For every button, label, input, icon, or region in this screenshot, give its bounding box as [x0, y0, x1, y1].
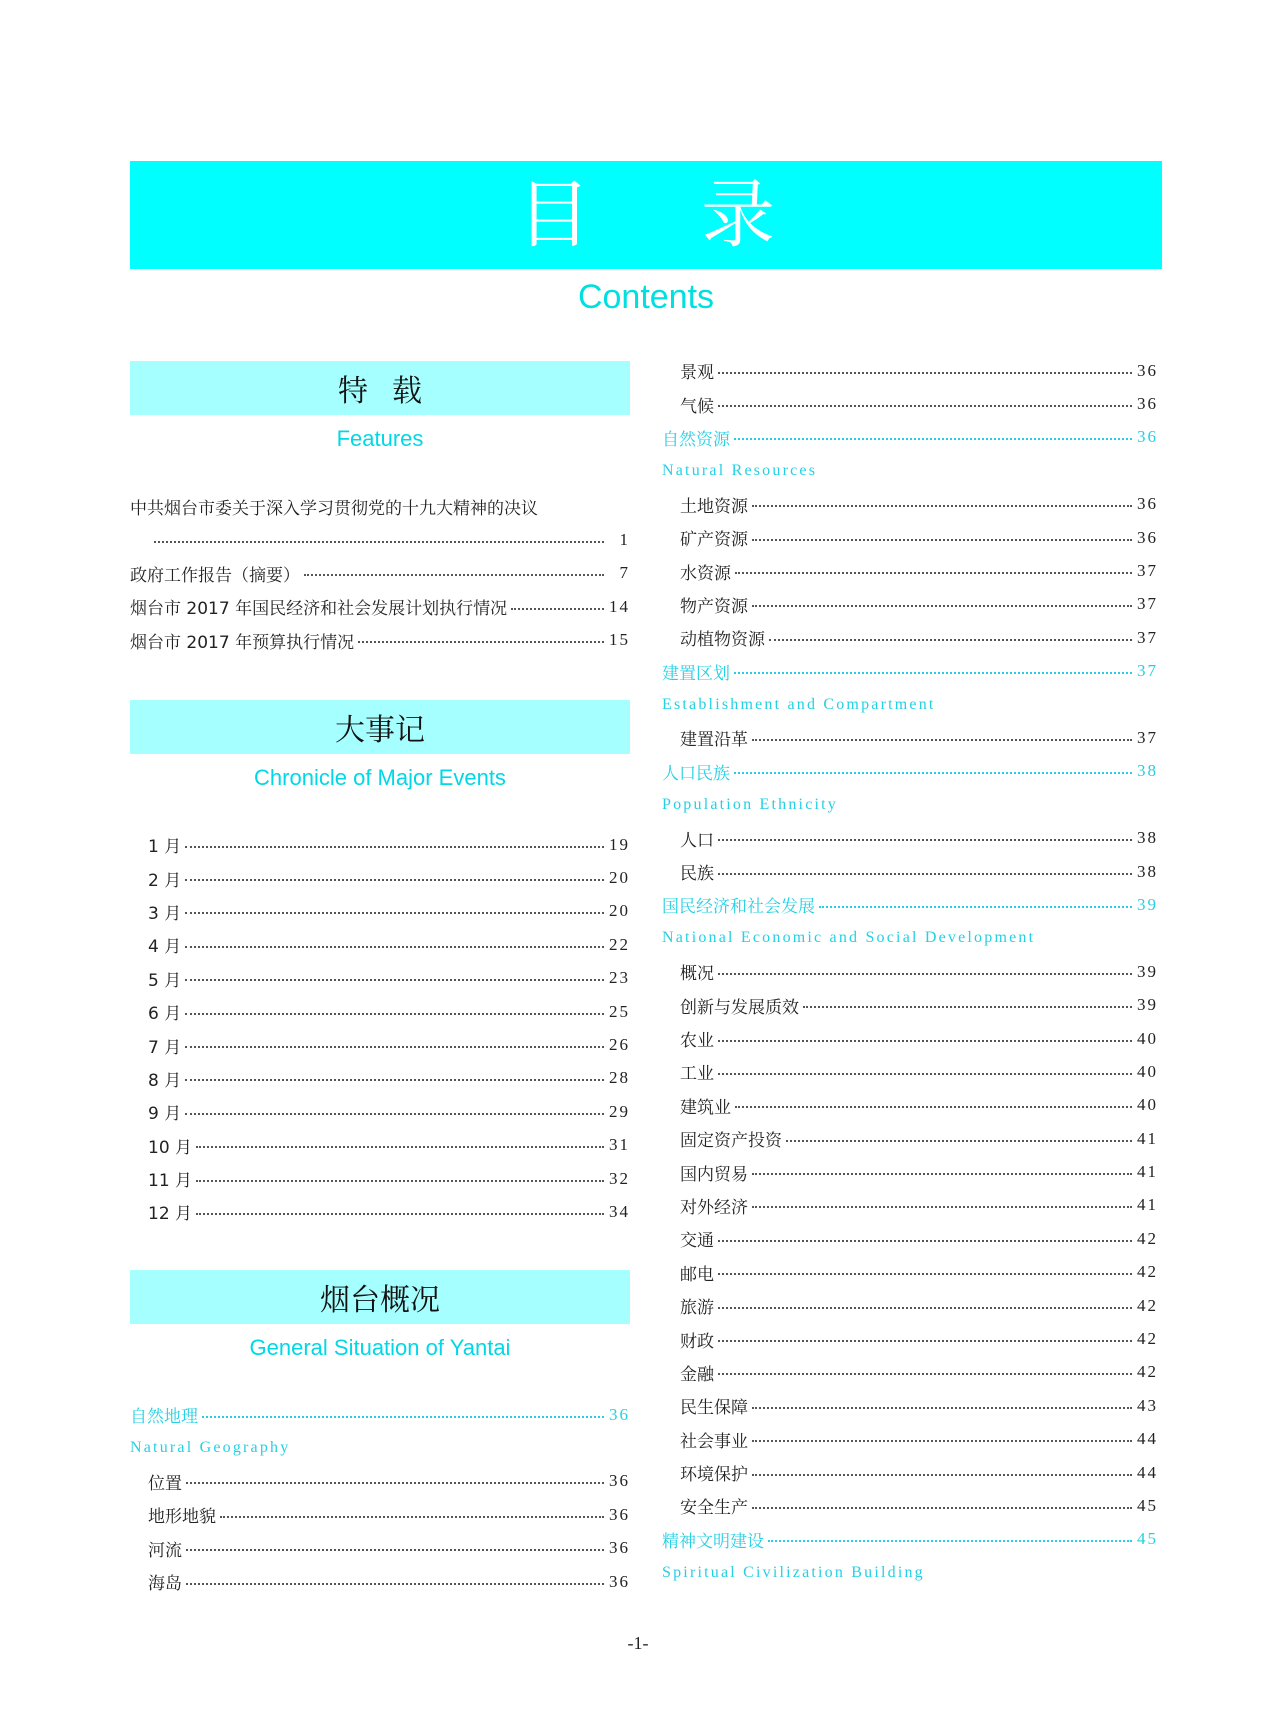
section-en-features: Features — [336, 426, 424, 451]
toc-leader-dots — [185, 1079, 604, 1081]
toc-leader-dots — [752, 1440, 1132, 1442]
toc-entry-label: 对外经济 — [680, 1197, 748, 1218]
toc-entry[interactable] — [662, 387, 1158, 420]
toc-page-number: 36 — [1137, 427, 1158, 447]
toc-leader-dots — [185, 979, 604, 981]
toc-english-heading[interactable] — [662, 688, 1158, 721]
toc-entry-label: 建置区划 — [662, 663, 730, 684]
toc-entry[interactable] — [662, 1356, 1158, 1389]
toc-entry[interactable] — [130, 1465, 630, 1498]
toc-heading[interactable] — [130, 1398, 630, 1431]
toc-leader-dots — [752, 739, 1132, 741]
toc-page-number: 31 — [609, 1135, 630, 1155]
toc-page-number: 41 — [1137, 1162, 1158, 1182]
toc-page-number: 40 — [1137, 1061, 1158, 1081]
toc-entry[interactable] — [130, 1162, 630, 1195]
toc-entry[interactable] — [662, 821, 1158, 854]
toc-entry[interactable] — [130, 1565, 630, 1598]
section-band-general: 烟台概况 — [130, 1270, 630, 1324]
toc-page-number: 36 — [1137, 527, 1158, 547]
toc-heading[interactable] — [662, 755, 1158, 788]
toc-entry-label: 12 月 — [148, 1204, 193, 1225]
toc-leader-dots — [752, 1206, 1132, 1208]
toc-leader-dots — [735, 1106, 1132, 1108]
toc-entry-label: 动植物资源 — [680, 630, 765, 651]
toc-entry-label: 烟台市 2017 年国民经济和社会发展计划执行情况 — [130, 599, 508, 620]
section-en-chronicle: Chronicle of Major Events — [254, 765, 506, 790]
toc-entry[interactable] — [130, 995, 630, 1028]
toc-entry[interactable] — [662, 1222, 1158, 1255]
toc-entry-label: 旅游 — [680, 1298, 714, 1319]
toc-page-number: 36 — [609, 1571, 630, 1591]
toc-entry-label: 4 月 — [148, 937, 182, 958]
toc-entry-label: 水资源 — [680, 563, 731, 584]
toc-leader-dots — [752, 605, 1132, 607]
toc-entry-label: 5 月 — [148, 970, 182, 991]
toc-entry-label: 物产资源 — [680, 596, 748, 617]
toc-entry-label: 自然资源 — [662, 429, 730, 450]
toc-entry-label: 金融 — [680, 1364, 714, 1385]
toc-entry-label: Population Ethnicity — [662, 795, 838, 813]
toc-page-number: 38 — [1137, 761, 1158, 781]
toc-leader-dots — [752, 1507, 1132, 1509]
toc-list-general-right — [662, 354, 1158, 1589]
page-title-zh: 目录 — [517, 172, 885, 258]
toc-entry[interactable] — [662, 488, 1158, 521]
toc-page-number: 45 — [1137, 1495, 1158, 1515]
toc-leader-dots — [718, 405, 1132, 407]
toc-entry-label: National Economic and Social Development — [662, 929, 1036, 947]
toc-entry-label: 10 月 — [148, 1137, 193, 1158]
toc-leader-dots — [819, 906, 1132, 908]
toc-page-number: 43 — [1137, 1395, 1158, 1415]
toc-page-number: 20 — [609, 868, 630, 888]
toc-leader-dots — [185, 946, 604, 948]
toc-entry-label: 11 月 — [148, 1171, 193, 1192]
toc-page-number: 45 — [1137, 1529, 1158, 1549]
toc-entry-label: Natural Geography — [130, 1439, 291, 1457]
toc-leader-dots — [803, 1006, 1132, 1008]
toc-entry-label: 河流 — [148, 1540, 182, 1561]
toc-heading[interactable] — [662, 1523, 1158, 1556]
toc-english-heading[interactable] — [662, 922, 1158, 955]
toc-leader-dots — [718, 1040, 1132, 1042]
toc-page-number: 38 — [1137, 828, 1158, 848]
toc-entry-label: 国内贸易 — [680, 1164, 748, 1185]
toc-entry-label: 精神文明建设 — [662, 1531, 764, 1552]
toc-entry-label: 建筑业 — [680, 1097, 731, 1118]
toc-entry[interactable] — [662, 855, 1158, 888]
toc-page-number: 42 — [1137, 1262, 1158, 1282]
toc-entry[interactable] — [662, 521, 1158, 554]
toc-page-number: 42 — [1137, 1329, 1158, 1349]
toc-page-number: 39 — [1137, 995, 1158, 1015]
toc-page-number: 19 — [609, 834, 630, 854]
toc-heading[interactable] — [662, 655, 1158, 688]
toc-leader-dots — [718, 1273, 1132, 1275]
toc-entry[interactable] — [662, 1322, 1158, 1355]
toc-entry[interactable] — [130, 861, 630, 894]
toc-entry-label: Spiritual Civilization Building — [662, 1563, 925, 1581]
toc-entry-label: Natural Resources — [662, 461, 818, 479]
toc-entry-label: 3 月 — [148, 903, 182, 924]
toc-entry[interactable] — [662, 1155, 1158, 1188]
toc-leader-dots — [718, 1307, 1132, 1309]
toc-leader-dots — [220, 1516, 604, 1518]
toc-leader-dots — [196, 1213, 604, 1215]
toc-entry-label: 财政 — [680, 1331, 714, 1352]
toc-leader-dots — [185, 846, 604, 848]
toc-entry-label: 烟台市 2017 年预算执行情况 — [130, 632, 355, 653]
toc-page-number: 39 — [1137, 894, 1158, 914]
toc-entry[interactable] — [130, 590, 630, 623]
toc-leader-dots — [185, 1113, 604, 1115]
toc-entry[interactable] — [662, 1423, 1158, 1456]
toc-list-general-left — [130, 1398, 630, 1598]
toc-entry[interactable] — [662, 1089, 1158, 1122]
toc-page-number: 1 — [619, 530, 630, 550]
toc-entry[interactable] — [662, 621, 1158, 654]
toc-page-number: 7 — [619, 563, 630, 583]
toc-entry-label: 9 月 — [148, 1104, 182, 1125]
toc-entry-label: 民生保障 — [680, 1398, 748, 1419]
toc-page-number: 37 — [1137, 561, 1158, 581]
toc-leader-dots — [734, 672, 1132, 674]
toc-leader-dots — [154, 541, 604, 543]
toc-entry-label: 人口 — [680, 830, 714, 851]
toc-entry-label: Establishment and Compartment — [662, 695, 936, 713]
toc-entry[interactable] — [130, 557, 630, 590]
toc-leader-dots — [734, 438, 1132, 440]
toc-page-number: 41 — [1137, 1128, 1158, 1148]
toc-page-number: 36 — [609, 1404, 630, 1424]
toc-page-number: 26 — [609, 1035, 630, 1055]
toc-entry[interactable] — [662, 955, 1158, 988]
toc-page-number: 29 — [609, 1101, 630, 1121]
toc-entry[interactable] — [130, 1062, 630, 1095]
toc-leader-dots — [185, 1013, 604, 1015]
toc-leader-dots — [768, 1540, 1132, 1542]
toc-entry-label: 民族 — [680, 864, 714, 885]
toc-english-heading[interactable] — [662, 1556, 1158, 1589]
toc-leader-dots — [718, 1340, 1132, 1342]
toc-entry-label: 8 月 — [148, 1070, 182, 1091]
toc-page-number: 44 — [1137, 1462, 1158, 1482]
toc-entry[interactable] — [662, 1122, 1158, 1155]
toc-heading[interactable] — [662, 421, 1158, 454]
toc-entry[interactable] — [130, 895, 630, 928]
toc-page-number: 38 — [1137, 861, 1158, 881]
toc-entry-label: 7 月 — [148, 1037, 182, 1058]
toc-heading[interactable] — [662, 888, 1158, 921]
toc-leader-dots — [196, 1180, 604, 1182]
toc-entry[interactable] — [662, 1189, 1158, 1222]
toc-entry[interactable] — [662, 354, 1158, 387]
toc-english-heading[interactable] — [130, 1431, 630, 1464]
toc-page-number: 37 — [1137, 661, 1158, 681]
toc-entry-label: 土地资源 — [680, 496, 748, 517]
toc-entry-label: 社会事业 — [680, 1431, 748, 1452]
toc-leader-dots — [718, 839, 1132, 841]
toc-leader-dots — [185, 1046, 604, 1048]
toc-entry[interactable] — [662, 988, 1158, 1021]
toc-entry[interactable] — [130, 928, 630, 961]
toc-page-number: 20 — [609, 901, 630, 921]
toc-entry-label: 建置沿革 — [680, 730, 748, 751]
toc-entry-label: 工业 — [680, 1064, 714, 1085]
toc-list-features — [130, 490, 630, 657]
toc-leader-dots — [511, 608, 604, 610]
toc-entry[interactable] — [130, 1195, 630, 1228]
toc-leader-dots — [718, 1240, 1132, 1242]
toc-page-number: 36 — [609, 1538, 630, 1558]
toc-entry[interactable] — [130, 962, 630, 995]
toc-entry[interactable] — [130, 490, 630, 523]
toc-entry[interactable] — [130, 1498, 630, 1531]
toc-entry-label: 安全生产 — [680, 1498, 748, 1519]
toc-entry-label: 自然地理 — [130, 1407, 198, 1428]
toc-entry-label: 中共烟台市委关于深入学习贯彻党的十九大精神的决议 — [130, 499, 538, 520]
toc-leader-dots — [196, 1146, 604, 1148]
toc-page-number: 22 — [609, 934, 630, 954]
toc-page-number: 40 — [1137, 1095, 1158, 1115]
toc-entry[interactable] — [130, 1028, 630, 1061]
toc-entry[interactable] — [662, 1055, 1158, 1088]
toc-page-number: 44 — [1137, 1429, 1158, 1449]
toc-leader-dots — [304, 574, 604, 576]
toc-page-number: 37 — [1137, 727, 1158, 747]
toc-leader-dots — [186, 1482, 604, 1484]
toc-page-number: 42 — [1137, 1228, 1158, 1248]
toc-entry-label: 地形地貌 — [148, 1507, 216, 1528]
toc-page-number: 23 — [609, 968, 630, 988]
toc-leader-dots — [752, 539, 1132, 541]
toc-leader-dots — [752, 1173, 1132, 1175]
toc-page-number: 15 — [609, 630, 630, 650]
toc-page-number: 14 — [609, 596, 630, 616]
section-en-general: General Situation of Yantai — [249, 1335, 511, 1360]
toc-page-number: 36 — [1137, 360, 1158, 380]
toc-page-number: 28 — [609, 1068, 630, 1088]
toc-leader-dots — [718, 372, 1132, 374]
toc-entry[interactable] — [130, 523, 630, 556]
toc-entry-label: 气候 — [680, 396, 714, 417]
toc-entry-label: 1 月 — [148, 837, 182, 858]
toc-page-number: 42 — [1137, 1362, 1158, 1382]
toc-leader-dots — [734, 772, 1132, 774]
toc-entry[interactable] — [130, 828, 630, 861]
toc-entry-label: 6 月 — [148, 1004, 182, 1025]
toc-page-number: 36 — [609, 1471, 630, 1491]
toc-entry-label: 创新与发展质效 — [680, 997, 799, 1018]
toc-leader-dots — [769, 639, 1132, 641]
toc-page-number: 36 — [1137, 494, 1158, 514]
toc-entry-label: 位置 — [148, 1473, 182, 1494]
toc-entry[interactable] — [130, 624, 630, 657]
toc-leader-dots — [185, 912, 604, 914]
toc-leader-dots — [752, 505, 1132, 507]
toc-page-number: 36 — [1137, 394, 1158, 414]
toc-entry[interactable] — [662, 1456, 1158, 1489]
toc-entry-label: 矿产资源 — [680, 530, 748, 551]
toc-leader-dots — [358, 641, 604, 643]
title-banner — [130, 161, 1162, 269]
toc-page-number: 40 — [1137, 1028, 1158, 1048]
toc-entry-label: 固定资产投资 — [680, 1131, 782, 1152]
toc-entry-label: 农业 — [680, 1031, 714, 1051]
toc-entry-label: 国民经济和社会发展 — [662, 897, 815, 918]
toc-entry[interactable] — [662, 1256, 1158, 1289]
toc-entry-label: 人口民族 — [662, 763, 730, 784]
section-band-chronicle: 大事记 — [130, 700, 630, 754]
toc-leader-dots — [718, 1073, 1132, 1075]
toc-leader-dots — [185, 879, 604, 881]
toc-page-number: 42 — [1137, 1295, 1158, 1315]
toc-leader-dots — [735, 572, 1132, 574]
toc-leader-dots — [752, 1474, 1132, 1476]
section-band-features: 特载 — [130, 361, 630, 415]
toc-english-heading[interactable] — [662, 454, 1158, 487]
toc-entry-label: 海岛 — [148, 1574, 182, 1595]
toc-entry[interactable] — [130, 1129, 630, 1162]
toc-page-number: 37 — [1137, 594, 1158, 614]
toc-entry[interactable] — [662, 1289, 1158, 1322]
toc-page-number: 36 — [609, 1504, 630, 1524]
toc-page-number: 41 — [1137, 1195, 1158, 1215]
toc-english-heading[interactable] — [662, 788, 1158, 821]
toc-page-number: 37 — [1137, 627, 1158, 647]
toc-leader-dots — [718, 973, 1132, 975]
toc-leader-dots — [202, 1416, 604, 1418]
toc-entry[interactable] — [662, 1022, 1158, 1055]
toc-page-number: 34 — [609, 1201, 630, 1221]
toc-entry[interactable] — [662, 554, 1158, 587]
toc-page-number: 25 — [609, 1001, 630, 1021]
toc-leader-dots — [186, 1583, 604, 1585]
toc-entry[interactable] — [662, 1389, 1158, 1422]
page-title-en: Contents — [577, 278, 715, 316]
toc-leader-dots — [752, 1407, 1132, 1409]
toc-entry[interactable] — [662, 588, 1158, 621]
toc-leader-dots — [786, 1140, 1132, 1142]
toc-entry-label: 景观 — [680, 363, 714, 384]
toc-entry[interactable] — [130, 1095, 630, 1128]
toc-entry[interactable] — [130, 1532, 630, 1565]
toc-entry-label: 2 月 — [148, 870, 182, 891]
toc-list-chronicle — [130, 828, 630, 1229]
toc-entry-label: 概况 — [680, 964, 714, 985]
toc-entry-label: 邮电 — [680, 1264, 714, 1285]
toc-entry-label: 交通 — [680, 1231, 714, 1252]
page-number: -1- — [627, 1633, 649, 1653]
toc-entry-label: 政府工作报告（摘要） — [130, 565, 300, 586]
toc-page-number: 39 — [1137, 961, 1158, 981]
toc-leader-dots — [718, 873, 1132, 875]
toc-entry[interactable] — [662, 721, 1158, 754]
toc-entry-label: 环境保护 — [680, 1465, 748, 1486]
toc-leader-dots — [718, 1373, 1132, 1375]
toc-leader-dots — [186, 1549, 604, 1551]
toc-page-number: 32 — [609, 1168, 630, 1188]
toc-entry[interactable] — [662, 1489, 1158, 1522]
